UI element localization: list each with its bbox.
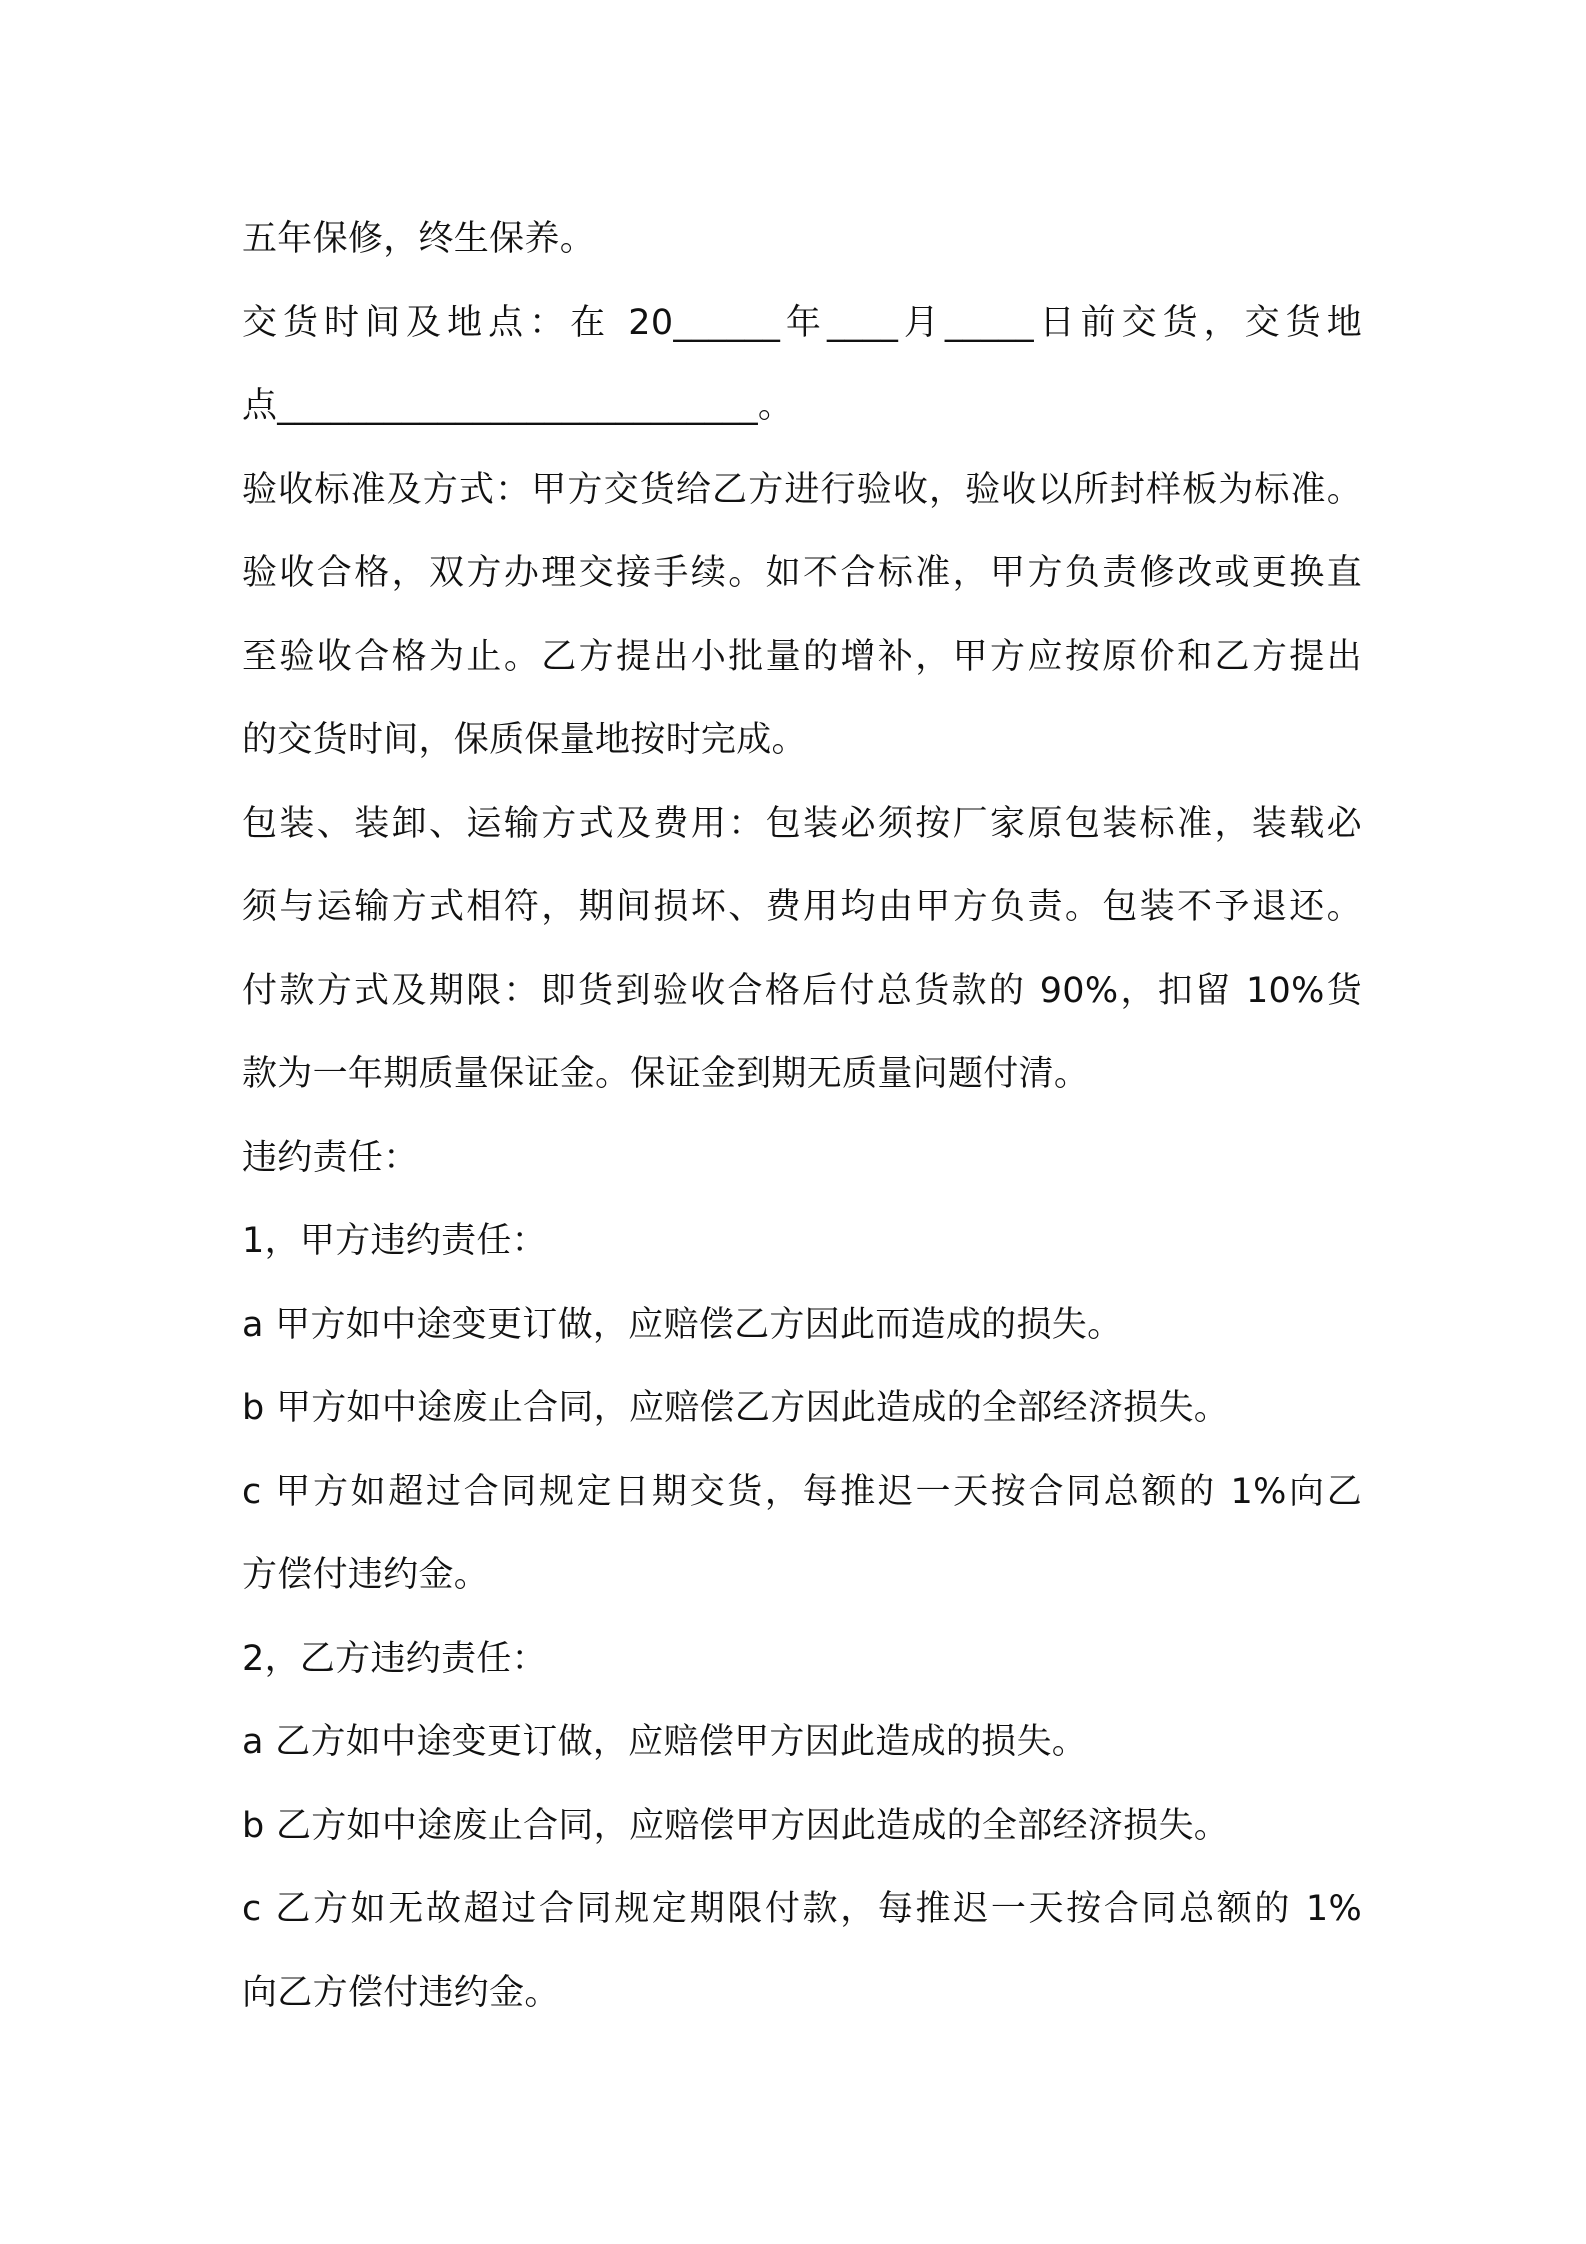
text-line-payment-deposit: 款为一年期质量保证金。保证金到期无质量问题付清。 [242,1054,1090,1094]
subheading-party-a-liability: 1，甲方违约责任： [242,1221,547,1261]
text-line-acceptance-handover: 验收合格，双方办理交接手续。如不合标准，甲方负责修改或更换直 [242,553,1362,593]
clause-party-a-change: a 甲方如中途变更订做，应赔偿乙方因此而造成的损失。 [242,1304,1123,1345]
clause-party-a-terminate: b 甲方如中途废止合同，应赔偿乙方因此造成的全部经济损失。 [242,1388,1230,1428]
clause-party-b-late-payment-cont: 向乙方偿付违约金。 [242,1972,560,2013]
subheading-party-b-liability: 2，乙方违约责任： [242,1638,547,1679]
text-line-warranty: 五年保修，终生保养。 [242,219,596,259]
text-line-acceptance-standard: 验收标准及方式：甲方交货给乙方进行验收，验收以所封样板为标准。 [242,469,1362,510]
clause-party-a-late-delivery: c 甲方如超过合同规定日期交货，每推迟一天按合同总额的 1%向乙 [242,1471,1362,1512]
text-line-acceptance-supplement: 至验收合格为止。乙方提出小批量的增补，甲方应按原价和乙方提出 [242,636,1362,677]
text-line-delivery-place: 点___________________________。 [242,386,794,426]
section-heading-liability: 违约责任： [242,1137,419,1178]
text-line-acceptance-complete: 的交货时间，保质保量地按时完成。 [242,720,807,760]
text-line-packaging: 包装、装卸、运输方式及费用：包装必须按厂家原包装标准，装载必 [242,803,1362,844]
clause-party-b-change: a 乙方如中途变更订做，应赔偿甲方因此造成的损失。 [242,1722,1088,1762]
text-line-payment: 付款方式及期限：即货到验收合格后付总货款的 90%，扣留 10%货 [242,970,1362,1011]
clause-party-b-terminate: b 乙方如中途废止合同，应赔偿甲方因此造成的全部经济损失。 [242,1805,1230,1846]
text-line-delivery-time: 交货时间及地点：在 20______年____月_____日前交货，交货地 [242,302,1362,343]
clause-party-b-late-payment: c 乙方如无故超过合同规定期限付款，每推迟一天按合同总额的 1% [242,1889,1362,1929]
clause-party-a-late-delivery-cont: 方偿付违约金。 [242,1555,490,1595]
contract-text [242,198,1362,2035]
text-line-packaging-cost: 须与运输方式相符，期间损坏、费用均由甲方负责。包装不予退还。 [242,887,1362,927]
